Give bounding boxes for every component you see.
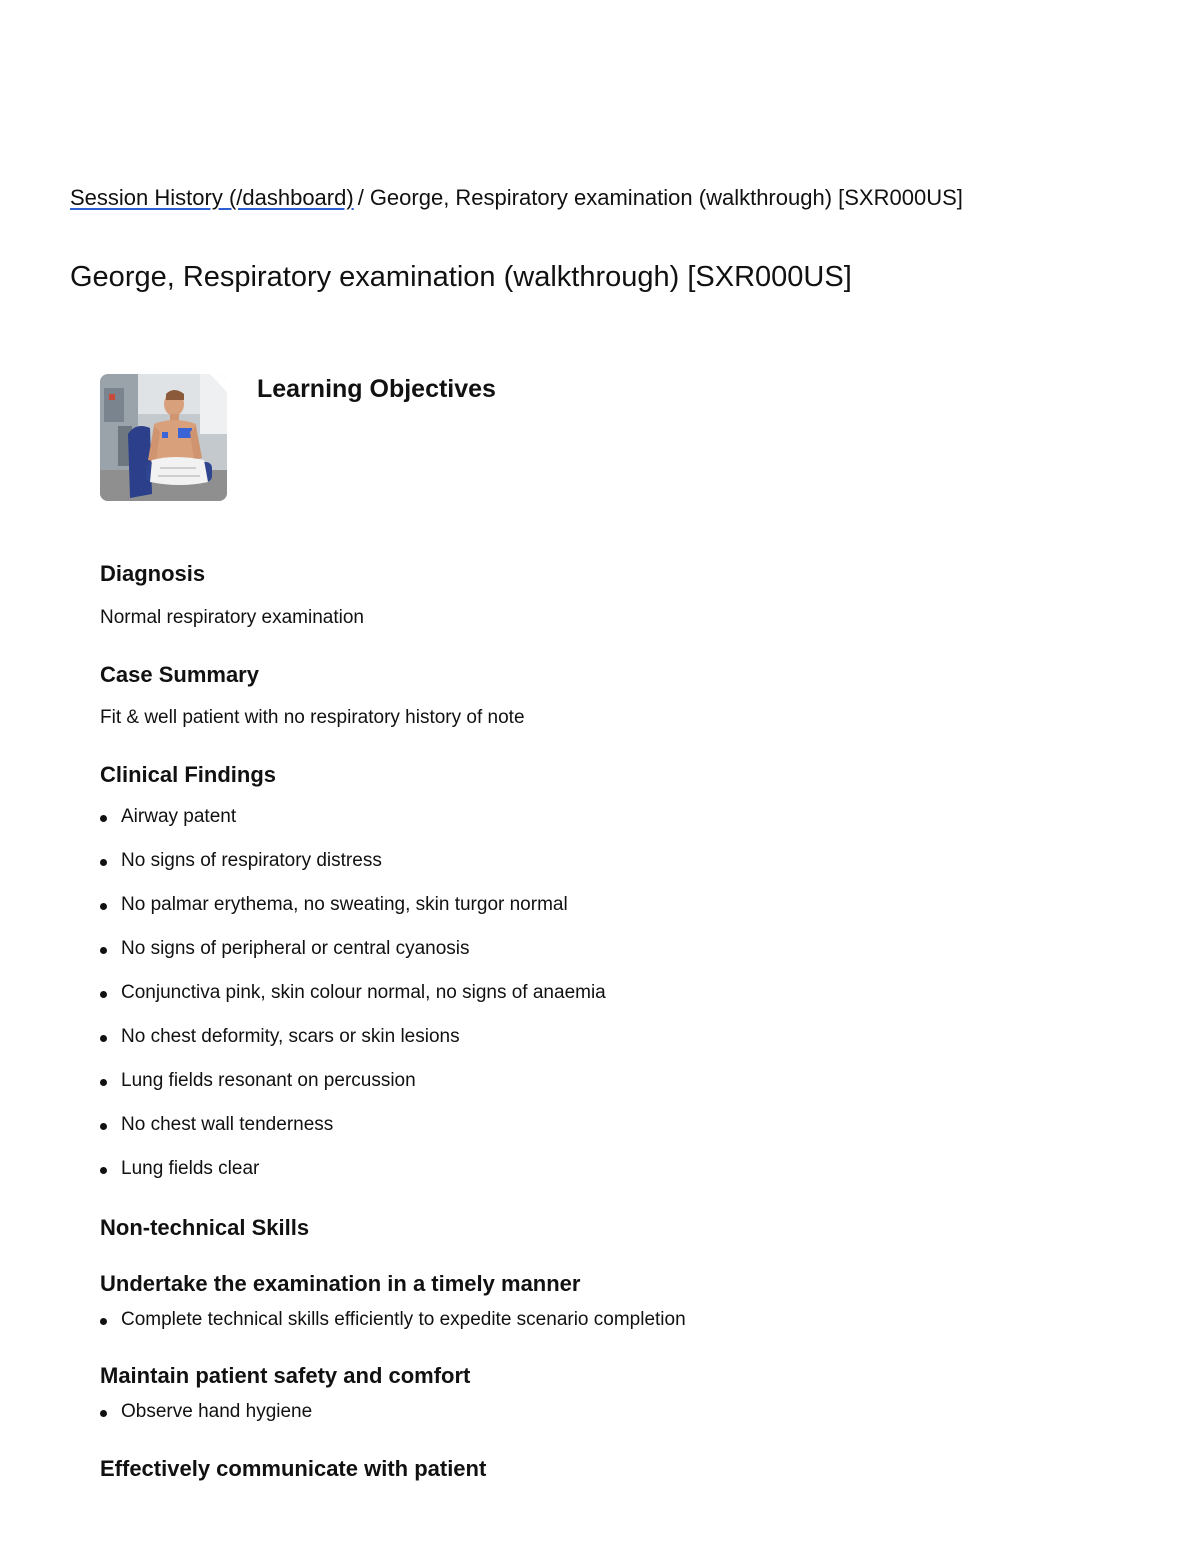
list-item: No signs of respiratory distress [100,845,606,889]
patient-thumbnail-image [100,374,227,501]
case-summary-heading: Case Summary [100,662,259,687]
diagnosis-heading: Diagnosis [100,561,206,586]
clinical-findings-heading: Clinical Findings [100,762,277,787]
skill-group-list-timely [100,1304,686,1348]
breadcrumb-current: George, Respiratory examination (walkthrough) [SXR000US] [369,185,963,210]
case-summary-text: Fit & well patient with no respiratory history of note [100,707,525,728]
list-item: Observe hand hygiene [100,1396,312,1440]
list-item: Lung fields clear [100,1153,606,1197]
skill-group-heading-safety: Maintain patient safety and comfort [100,1363,471,1388]
skill-group-heading-communicate: Effectively communicate with patient [100,1456,487,1481]
page-title: George, Respiratory examination (walkthrough) [SXR000US] [70,261,852,293]
skill-group-list-safety [100,1396,312,1440]
list-item: No chest deformity, scars or skin lesions [100,1021,606,1065]
breadcrumb-link-session-history[interactable]: Session History (/dashboard) [70,185,354,210]
clinical-findings-list [100,801,606,1197]
list-item: Lung fields resonant on percussion [100,1065,606,1109]
list-item: No signs of peripheral or central cyanosis [100,933,606,977]
breadcrumb-separator: / [357,185,364,210]
list-item: No chest wall tenderness [100,1109,606,1153]
learning-objectives-heading: Learning Objectives [257,375,496,403]
list-item: Complete technical skills efficiently to expedite scenario completion [100,1304,686,1348]
scenario-thumbnail [100,374,227,501]
list-item: No palmar erythema, no sweating, skin turgor normal [100,889,606,933]
non-technical-skills-heading: Non-technical Skills [100,1215,310,1240]
breadcrumb [70,184,963,212]
skill-group-heading-timely: Undertake the examination in a timely manner [100,1271,581,1296]
list-item: Airway patent [100,801,606,845]
list-item: Conjunctiva pink, skin colour normal, no signs of anaemia [100,977,606,1021]
diagnosis-text: Normal respiratory examination [100,607,364,628]
